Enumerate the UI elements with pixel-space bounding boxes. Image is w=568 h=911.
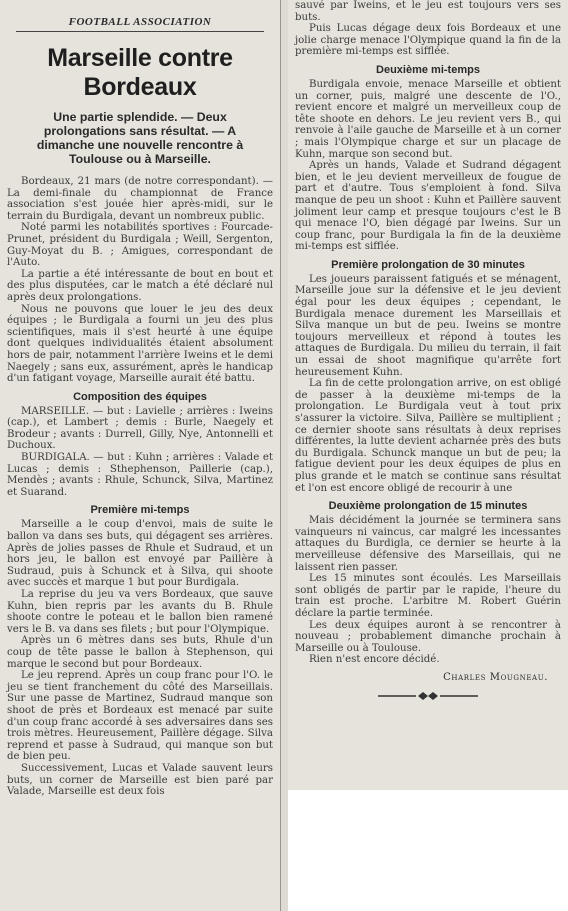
blank-area (288, 790, 568, 911)
article-paragraph: Après un hands, Valade et Sudrand dégagent bien, et le jeu devient merveilleux de fougue de part et d'autre. Tous s'emploient à fond. Silva manque de peu un shoot : Kuhn et Paillère sauvent joliment leur camp et presque toujours c'est le B qui menace l'O, bien dégagé par Iweins. Sur un coup franc, pour Burdigala la fin de la deuxième mi-temps est sifflée. (295, 160, 561, 253)
headline: Marseille contre Bordeaux (47, 44, 233, 101)
heading-prolongation-2: Deuxième prolongation de 15 minutes (328, 500, 528, 513)
article-paragraph: Les 15 minutes sont écoulés. Les Marseillais sont obligés de partir par le rapide, l'heure du train est proche. L'arbitre M. Robert Guérin déclare la partie terminée. (295, 573, 561, 619)
article-paragraph: Burdigala envoie, menace Marseille et obtient un corner, puis, malgré une descente de l'O., revient encore et malgré un merveilleux coup de tête shoote en dehors. Le jeu revient vers B., qui renvoie à l'aile gauche de Marseille et à un corner ; mais l'Olympique charge et sur un placage de Kuhn, marque son second but. (295, 78, 561, 160)
section-rule (16, 31, 264, 32)
heading-first-half: Première mi-temps (90, 504, 190, 517)
article-paragraph: Successivement, Lucas et Valade sauvent leurs buts, un corner de Marseille est bien paré par Valade, Marseille est deux fois (7, 762, 273, 798)
article-paragraph: Noté parmi les notabilités sportives : Fourcade-Prunet, président du Burdigala ; Weill, Sergenton, Guy-Moyat du B. ; Amigues, correspondant de l'Auto. (7, 222, 273, 269)
article-paragraph: Nous ne pouvons que louer le jeu des deux équipes ; le Burdigala a fourni un jeu des plus scientifiques, mais il s'est heurté à une équipe dont quelques individualités étaient absolument hors de pair, notamment l'arrière Iweins et le demi Naegely ; sans eux, assurément, après le handicap d'un fatigant voyage, Marseille aurait été battu. (7, 303, 273, 385)
article-paragraph: La partie a été intéressante de bout en bout et des plus disputées, car le match a été déclaré nul après deux prolongations. (7, 268, 273, 303)
article-paragraph: La fin de cette prolongation arrive, on est obligé de passer à la deuxième mi-temps de la prolongation. Le Burdigala veut à tout prix s'assurer la victoire. Silva, Paillère se multiplient ; ce dernier shoote sans résultats à deux reprises différentes, la lutte devient acharnée près des buts du Burdigala. Schunck manque un but de peu; la fatigue devient pour les deux équipes de plus en plus grande et le match se continue sans résultat et l'on est encore obligé de recourir à une (295, 378, 561, 494)
end-ornament (378, 691, 478, 701)
section-label: FOOTBALL ASSOCIATION (68, 16, 212, 28)
right-column (288, 0, 568, 790)
author-signature: Charles Mougneau. (443, 671, 548, 683)
heading-prolongation-1: Première prolongation de 30 minutes (331, 258, 525, 271)
article-paragraph: La reprise du jeu va vers Bordeaux, que sauve Kuhn, bien repris par les avants du B. Rhule shoote contre le poteau et le ballon bien ramené vers le B. va dans ses filets ; but pour l'Olympique. (7, 589, 273, 635)
team-burdigala: BURDIGALA. — but : Kuhn ; arrières : Valade et Lucas ; demis : Sthephenson, Paillerie (cap.), Mendès ; avants : Rhule, Schunck, Silva, Martinez et Suarand. (7, 452, 273, 498)
article-paragraph: Les joueurs paraissent fatigués et se ménagent, Marseille joue sur la défensive et le jeu devient égal pour les deux équipes ; cependant, le Burdigala menace durement les Marseillais et Silva manque un but de peu. Iweins se montre toujours merveilleux et répond à toutes les attaques de Burdigala. Du milieu du terrain, il fait un essai de shoot magnifique qu'arrête fort heureusement Kuhn. (295, 273, 561, 378)
article-paragraph: Les deux équipes auront à se rencontrer à nouveau ; probablement dimanche prochain à Marseille ou à Toulouse. (295, 619, 561, 654)
article-paragraph: Rien n'est encore décidé. (309, 654, 440, 666)
article-paragraph: Bordeaux, 21 mars (de notre correspondant). — La demi-finale du championnat de France association s'est jouée hier après-midi, sur le terrain du Burdigala, devant un nombreux public. (7, 176, 273, 222)
heading-composition: Composition des équipes (73, 390, 207, 403)
left-column (0, 0, 281, 911)
heading-second-half: Deuxième mi-temps (376, 63, 480, 76)
team-marseille: MARSEILLE. — but : Lavielle ; arrières : Iweins (cap.), et Lambert ; demis : Burle, Naegely et Brodeur ; avants : Durrell, Gilly, Nye, Antonnelli et Duchoux. (7, 405, 273, 452)
article-paragraph: Mais décidément la journée se terminera sans vainqueurs ni vaincus, car malgré les incessantes attaques du Burdigla, ce dernier se heurte à la merveilleuse défensive des Marseillais, qui ne laissent rien passer. (295, 515, 561, 573)
ornament-divider-icon (378, 691, 478, 701)
article-paragraph: Après un 6 mètres dans ses buts, Rhule d'un coup de tête passe le ballon à Stephenson, qui marque le second but pour Bordeaux. (7, 635, 273, 670)
article-paragraph: sauvé par Iweins, et le jeu est toujours vers ses buts. (295, 0, 561, 23)
article-paragraph: Marseille a le coup d'envoi, mais de suite le ballon va dans ses buts, qui dégagent ses arrières. Après de jolies passes de Rhule et Sudraud, et un hors jeu, le ballon est envoyé par Paillère à Sudraud, puis à Schunck et à Silva, qui shoote avec succès et marque 1 but pour Burdigala. (7, 519, 273, 589)
subhead: Une partie splendide. — Deux prolongations sans résultat. — A dimanche une nouvelle rencontre à Toulouse ou à Marseille. (36, 110, 244, 166)
article-paragraph: Puis Lucas dégage deux fois Bordeaux et une jolie charge menace l'Olympique quand la fin de la première mi-temps est sifflée. (295, 23, 561, 58)
article-paragraph: Le jeu reprend. Après un coup franc pour l'O. le jeu se tient franchement du côté des Marseillais. Sur une passe de Martinez, Sudraud manque son shoot de près et Bordeaux est menacé par suite d'un coup franc accordé à ses adversaires dans ses trois mètres. Heureusement, Paillère dégage. Silva reprend et passe à Sudraud, qui manque son but de bien peu. (7, 670, 273, 763)
